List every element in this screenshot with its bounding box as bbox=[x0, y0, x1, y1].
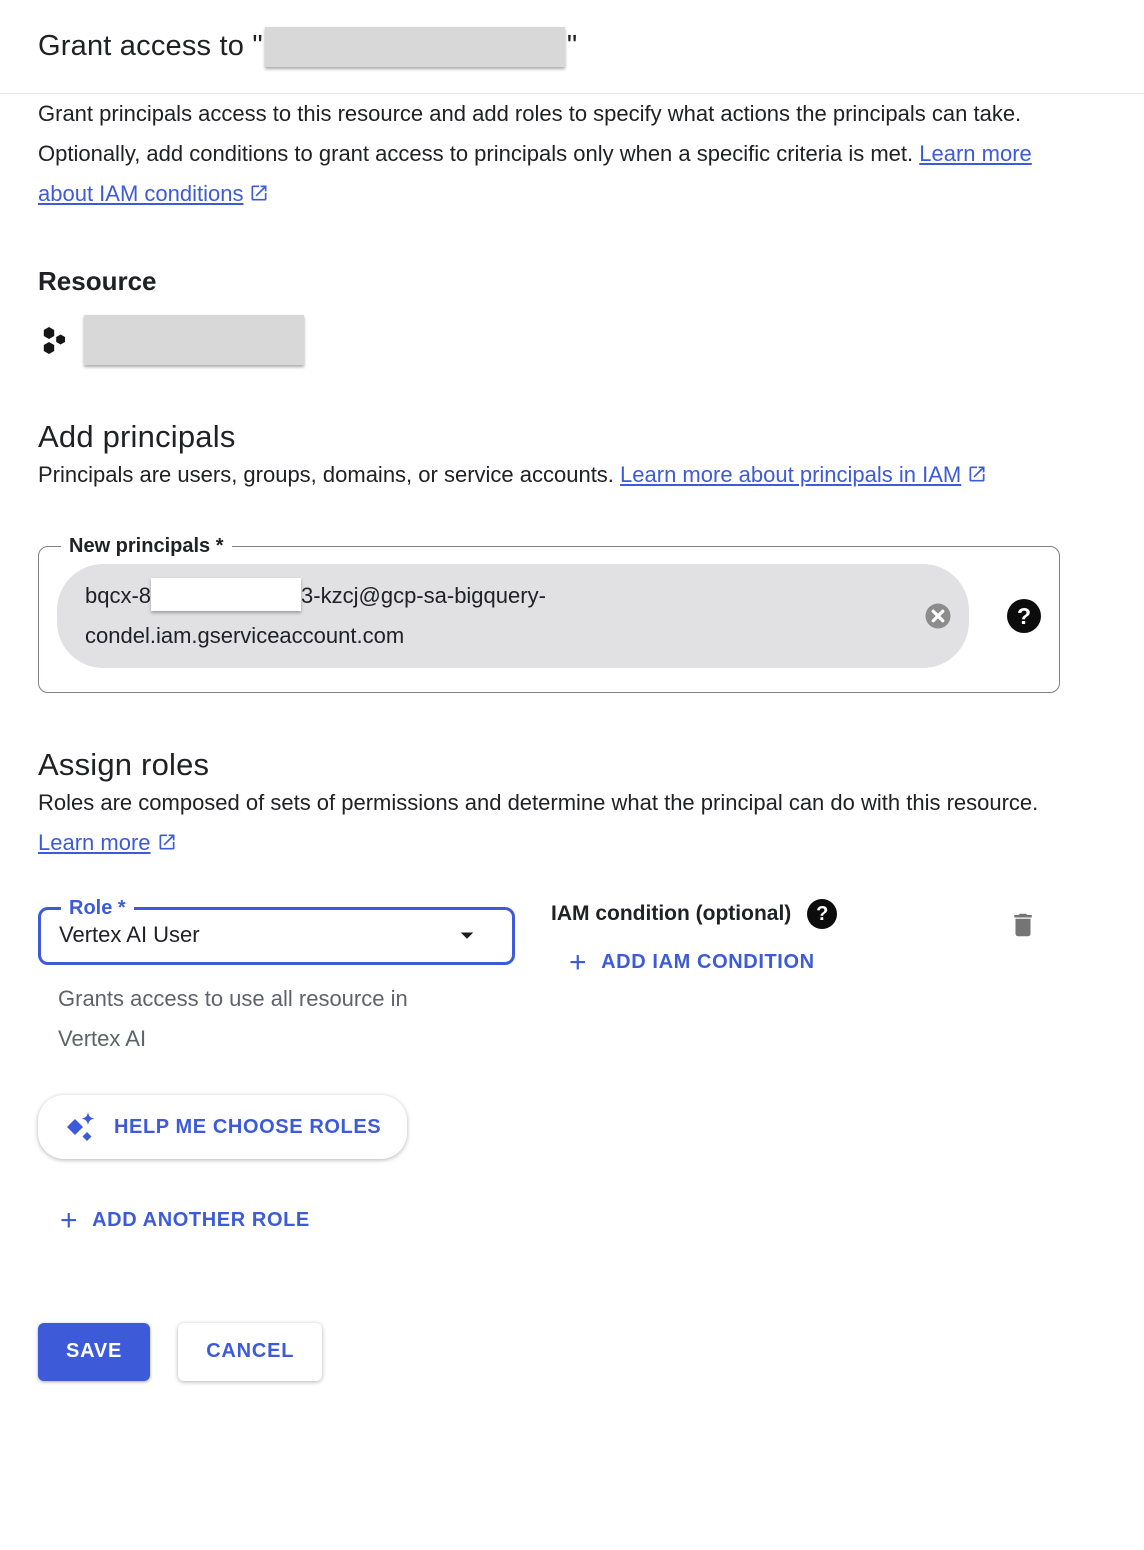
add-another-role-label: ADD ANOTHER ROLE bbox=[92, 1209, 310, 1231]
role-label: Role * bbox=[69, 897, 126, 919]
add-principals-description bbox=[38, 455, 1068, 495]
principals-help-icon[interactable]: ? bbox=[1007, 599, 1041, 633]
arrow-drop-down-icon bbox=[452, 920, 482, 950]
role-select[interactable] bbox=[38, 897, 515, 965]
redacted-principal-id bbox=[151, 578, 301, 611]
page-title-suffix: " bbox=[566, 30, 578, 62]
delete-role-button[interactable] bbox=[1008, 909, 1038, 941]
new-principals-field[interactable] bbox=[38, 535, 1060, 693]
chip-remove-icon bbox=[923, 601, 953, 631]
redacted-resource-name bbox=[265, 27, 565, 67]
new-principals-label: New principals * bbox=[69, 535, 224, 557]
iam-conditions-link[interactable]: Learn more about IAM conditions bbox=[38, 141, 1032, 206]
iam-condition-column bbox=[551, 897, 1008, 977]
role-row bbox=[38, 897, 1106, 1059]
page-title bbox=[38, 27, 577, 67]
save-button[interactable]: SAVE bbox=[38, 1323, 150, 1381]
iam-condition-label: IAM condition (optional) bbox=[551, 902, 792, 925]
role-value-row[interactable] bbox=[59, 920, 496, 950]
principal-chip-text-line2: condel.iam.gserviceaccount.com bbox=[85, 623, 405, 648]
dialog-header bbox=[0, 0, 1144, 94]
role-helper-text: Grants access to use all resource in Vertex AI bbox=[58, 986, 408, 1051]
roles-learn-more-link[interactable]: Learn more bbox=[38, 830, 151, 855]
sparkle-icon bbox=[64, 1110, 98, 1144]
remove-principal-button[interactable] bbox=[923, 601, 953, 631]
assign-roles-description bbox=[38, 783, 1068, 863]
role-selected-value: Vertex AI User bbox=[59, 922, 200, 947]
redacted-resource-value bbox=[84, 315, 304, 365]
resource-row bbox=[38, 315, 1106, 365]
principal-chip[interactable] bbox=[57, 564, 969, 668]
intro-text bbox=[38, 94, 1068, 214]
iam-condition-help-icon[interactable]: ? bbox=[807, 899, 837, 929]
new-principals-content bbox=[57, 564, 1043, 668]
principal-chip-text-start: bqcx-8 bbox=[85, 583, 152, 608]
cancel-button[interactable]: CANCEL bbox=[178, 1323, 322, 1381]
dialog-actions bbox=[38, 1323, 1106, 1381]
external-link-icon bbox=[157, 832, 177, 852]
dataset-icon bbox=[38, 320, 70, 360]
intro-text-body: Grant principals access to this resource and add roles to specify what actions the principals can take. Optionally, add conditions to grant access to principals only when a specific criteria is met. bbox=[38, 101, 1022, 166]
role-column bbox=[38, 897, 515, 1059]
iam-condition-label-row bbox=[551, 899, 1008, 929]
help-me-choose-roles-label: HELP ME CHOOSE ROLES bbox=[114, 1115, 382, 1138]
add-another-role-button[interactable] bbox=[60, 1203, 310, 1237]
help-me-choose-roles-button[interactable] bbox=[38, 1095, 407, 1159]
assign-roles-description-body: Roles are composed of sets of permissions and determine what the principal can do with this resource. bbox=[38, 790, 1039, 815]
principal-chip-text-end: 3-kzcj@gcp-sa-bigquery- bbox=[301, 583, 546, 608]
add-principals-description-body: Principals are users, groups, domains, or service accounts. bbox=[38, 462, 614, 487]
assign-roles-heading: Assign roles bbox=[38, 747, 210, 782]
resource-heading: Resource bbox=[38, 266, 157, 296]
plus-icon: + bbox=[569, 945, 588, 979]
add-iam-condition-button[interactable] bbox=[569, 945, 815, 979]
principals-learn-more-link[interactable]: Learn more about principals in IAM bbox=[620, 462, 962, 487]
external-link-icon bbox=[967, 464, 987, 484]
plus-icon: + bbox=[60, 1203, 79, 1237]
page-title-prefix: Grant access to " bbox=[38, 30, 263, 62]
add-iam-condition-label: ADD IAM CONDITION bbox=[601, 951, 815, 973]
add-principals-heading: Add principals bbox=[38, 419, 236, 454]
dialog-body bbox=[0, 94, 1144, 1381]
delete-icon bbox=[1008, 909, 1038, 941]
external-link-icon bbox=[249, 183, 269, 203]
